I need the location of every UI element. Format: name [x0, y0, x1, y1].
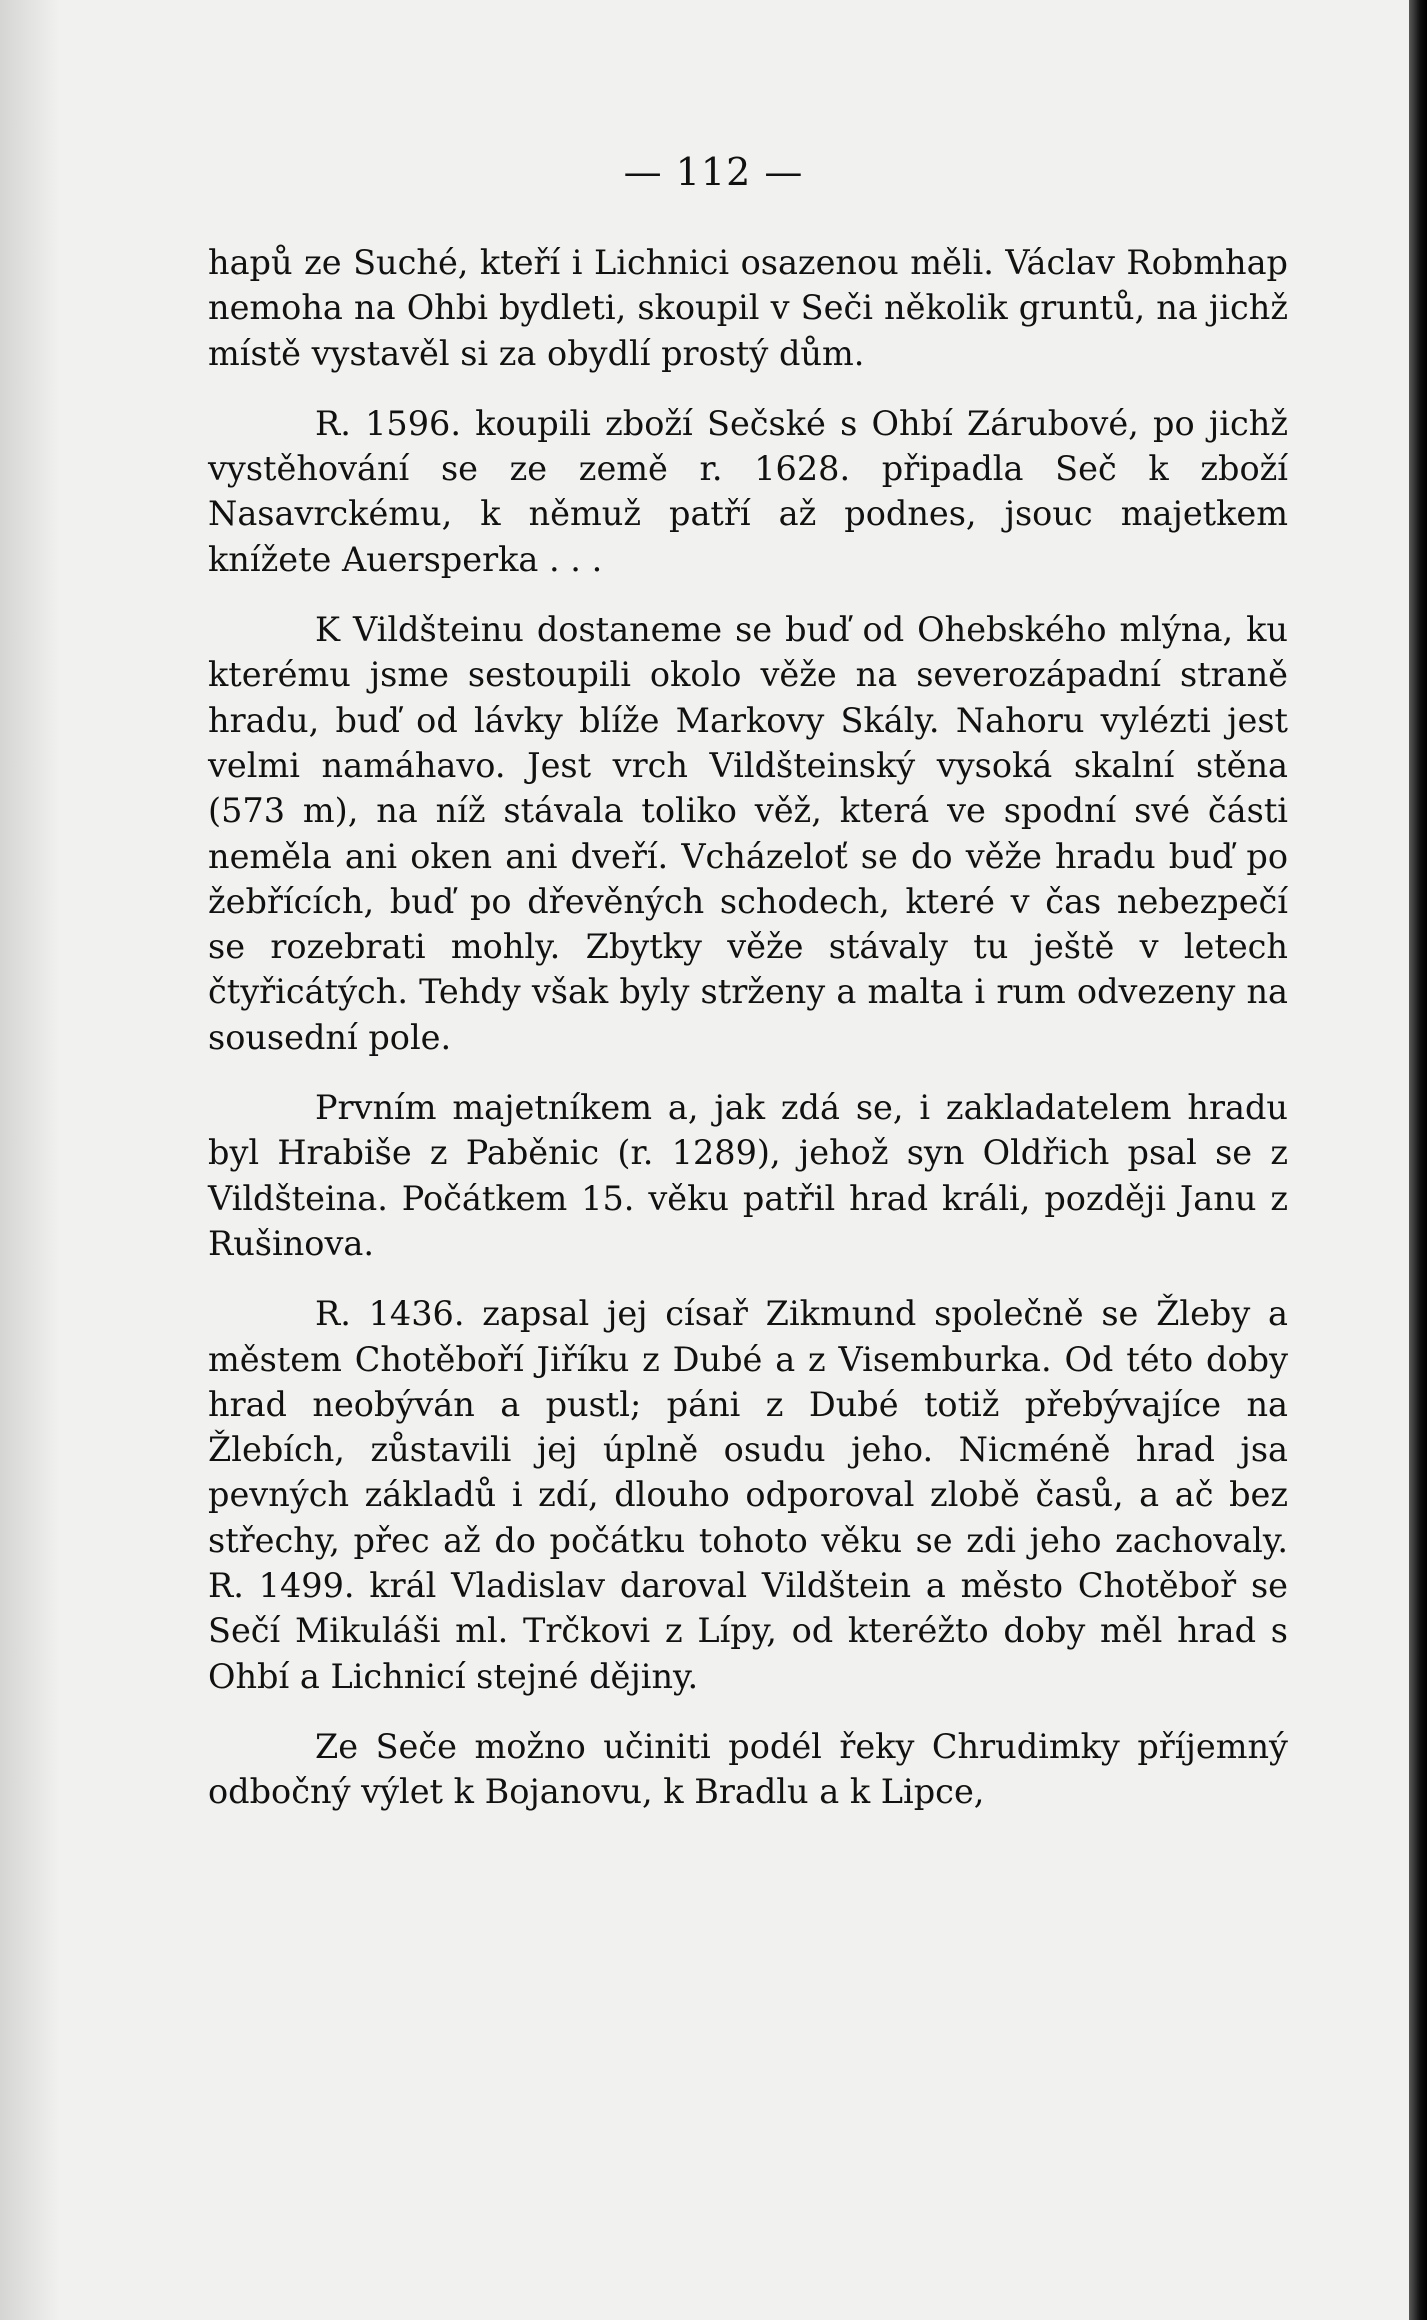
body-text	[208, 240, 1288, 1840]
paragraph: hapů ze Suché, kteří i Lichnici osazenou měli. Václav Robmhap nemoha na Ohbi bydleti, skoupil v Seči několik gruntů, na jichž místě vystavěl si za obydlí prostý dům.	[208, 243, 1288, 373]
paragraph: Prvním majetníkem a, jak zdá se, i zakladatelem hradu byl Hrabiše z Paběnic (r. 1289), jehož syn Oldřich psal se z Vildšteina. Počátkem 15. věku patřil hrad králi, později Janu z Rušinova.	[208, 1088, 1288, 1263]
paragraph: R. 1596. koupili zboží Sečské s Ohbí Zárubové, po jichž vystěhování se ze země r. 1628. připadla Seč k zboží Nasavrckému, k němuž patří až podnes, jsouc majetkem knížete Auersperka . . .	[208, 403, 1288, 579]
paragraph: R. 1436. zapsal jej císař Zikmund společně se Žleby a městem Chotěboří Jiříku z Dubé a z Visemburka. Od této doby hrad neobýván a pustl; páni z Dubé totiž přebývajíce na Žlebích, zůstavili jej úplně osudu jeho. Nicméně hrad jsa pevných základů i zdí, dlouho odporoval zlobě časů, a ač bez střechy, přec až do počátku tohoto věku se zdi jeho zachovaly. R. 1499. král Vladislav daroval Vildštein a město Chotěboř se Sečí Mikuláši ml. Trčkovi z Lípy, od kteréžto doby měl hrad s Ohbí a Lichnicí stejné dějiny.	[208, 1294, 1288, 1696]
page-shadow	[0, 0, 60, 2320]
page-number: — 112 —	[623, 150, 804, 194]
paragraph: K Vildšteinu dostaneme se buď od Ohebského mlýna, ku kterému jsme sestoupili okolo věže na severozápadní straně hradu, buď od lávky blíže Markovy Skály. Nahoru vylézti jest velmi namáhavo. Jest vrch Vildšteinský vysoká skalní stěna (573 m), na níž stávala toliko věž, která ve spodní své části neměla ani oken ani dveří. Vcházeloť se do věže hradu buď po žebřících, buď po dřevěných schodech, které v čas nebezpečí se rozebrati mohly. Zbytky věže stávaly tu ještě v letech čtyřicátých. Tehdy však byly strženy a malta i rum odvezeny na sousední pole.	[208, 610, 1288, 1057]
paragraph: Ze Seče možno učiniti podél řeky Chrudimky příjemný odbočný výlet k Bojanovu, k Bradlu a k Lipce,	[208, 1726, 1288, 1812]
page-edge	[1409, 0, 1427, 2320]
